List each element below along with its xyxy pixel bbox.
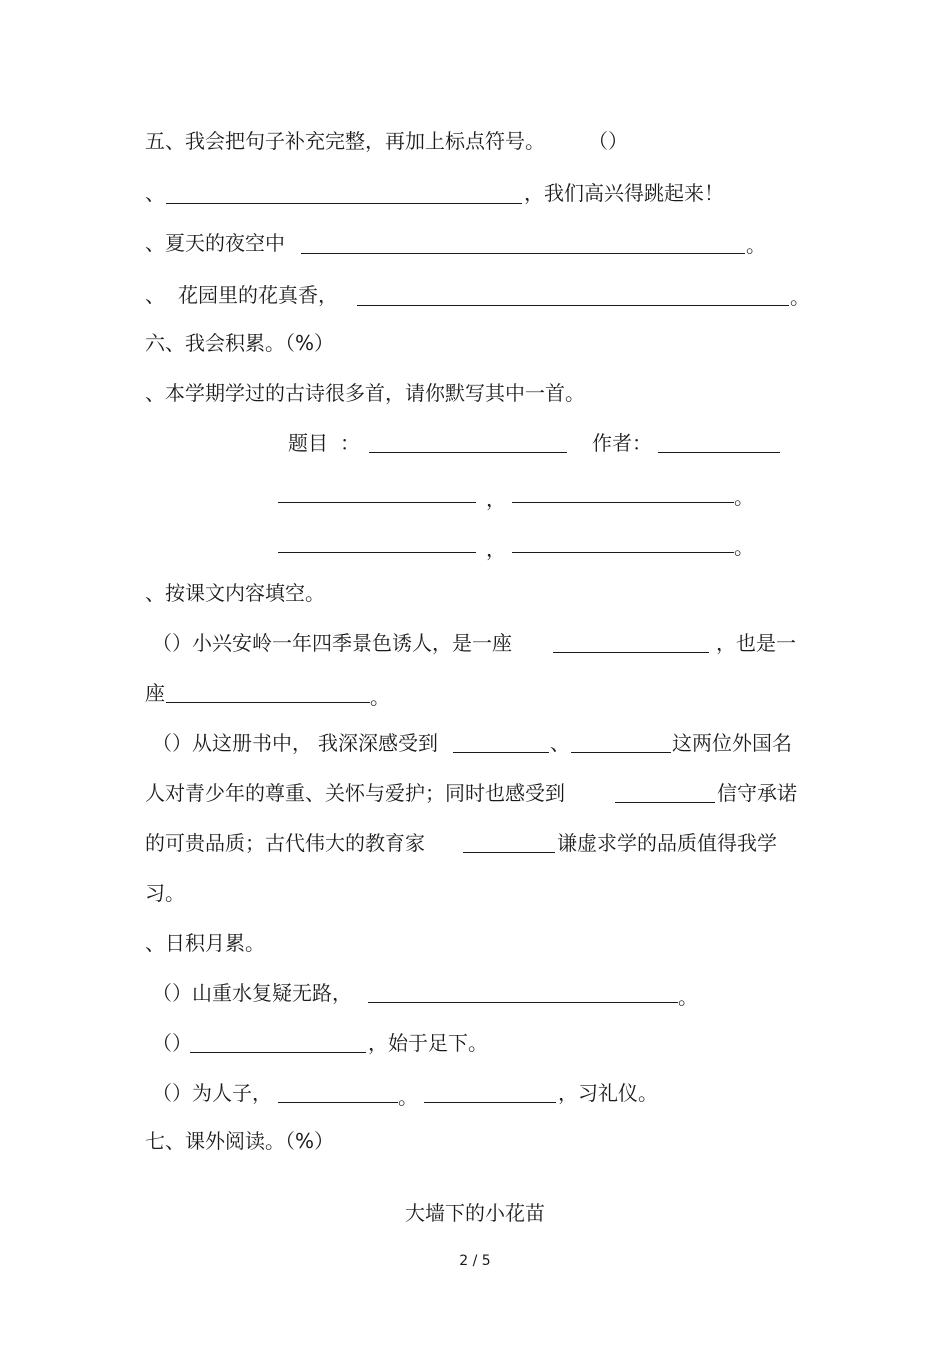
poem-line-2-period: 。: [734, 535, 754, 559]
sec6-q2-2-blank-4[interactable]: [463, 832, 555, 853]
sec5-q2-answer-blank[interactable]: [301, 233, 745, 254]
sec6-q3-2-text: （）: [152, 1031, 192, 1055]
poem-line-1-period: 。: [734, 485, 754, 509]
poem-line-1a-blank[interactable]: [278, 482, 476, 503]
sec6-q3-3-blank-1[interactable]: [278, 1082, 398, 1103]
sec5-q3-text: 花园里的花真香，: [178, 283, 338, 307]
sec6-q2-2-text-g: 的可贵品质；古代伟大的教育家: [145, 831, 425, 855]
poem-author-blank[interactable]: [658, 432, 780, 453]
sec6-q3-3-blank-2[interactable]: [424, 1082, 556, 1103]
sec6-q2-2-text-d: 这两位外国名: [672, 731, 792, 755]
sec5-question-2: 、夏天的夜空中: [145, 231, 285, 255]
page-number: 2 / 5: [459, 1253, 491, 1269]
sec6-q2-2-blank-3[interactable]: [615, 782, 715, 803]
sec6-q2-2-text-b: 我深深感受到: [318, 731, 438, 755]
section-5-score: （）: [588, 129, 628, 153]
poem-title-blank[interactable]: [369, 432, 567, 453]
poem-line-1b-blank[interactable]: [512, 482, 734, 503]
section-7-heading: 七、课外阅读。（%）: [145, 1129, 335, 1153]
poem-title-colon: ：: [340, 431, 360, 455]
sec6-q3-3-text-c: ，习礼仪。: [558, 1081, 658, 1105]
sec5-question-1: 、: [145, 181, 165, 205]
sec6-question-2: 、按课文内容填空。: [145, 581, 325, 605]
sec5-question-3: 、: [145, 283, 165, 307]
sec5-q3-suffix: 。: [790, 285, 810, 309]
sec6-q2-1-period: 。: [370, 685, 390, 709]
sec6-q2-2-text: （）从这册书中，: [152, 731, 312, 755]
poem-line-2-comma: ，: [486, 537, 506, 561]
sec6-q2-1-blank-1[interactable]: [553, 632, 709, 653]
sec6-q2-1-blank-2[interactable]: [166, 682, 370, 703]
sec6-q2-1-text-b: ，也是一: [716, 631, 796, 655]
reading-title: 大墙下的小花苗: [405, 1201, 545, 1225]
sec6-q3-3-text: （）为人子，: [152, 1081, 272, 1105]
sec6-question-3: 、日积月累。: [145, 931, 265, 955]
sec6-q2-1-text: （）小兴安岭一年四季景色诱人，是一座: [152, 631, 512, 655]
poem-title-label: 题目: [288, 431, 328, 455]
sec6-q2-1-text-c: 座: [145, 681, 165, 705]
poem-line-1-comma: ，: [486, 487, 506, 511]
section-5-heading: 五、我会把句子补充完整，再加上标点符号。: [145, 129, 545, 153]
sec6-q2-2-text-h: 谦虚求学的品质值得我学: [557, 831, 777, 855]
poem-line-2b-blank[interactable]: [512, 532, 734, 553]
sec6-q2-2-blank-2[interactable]: [571, 732, 671, 753]
sec6-q3-1-blank[interactable]: [368, 982, 678, 1003]
sec6-q3-3-period: 。: [398, 1085, 418, 1109]
sec6-q2-2-dun: 、: [550, 731, 570, 755]
sec6-q2-2-blank-1[interactable]: [453, 732, 549, 753]
sec6-question-1: 、本学期学过的古诗很多首，请你默写其中一首。: [145, 381, 585, 405]
sec5-q1-answer-blank[interactable]: [166, 183, 522, 204]
poem-author-label: 作者：: [592, 431, 652, 455]
sec6-q2-2-text-f: 信守承诺: [717, 781, 797, 805]
sec6-q3-2-blank[interactable]: [190, 1032, 366, 1053]
sec6-q2-2-text-e: 人对青少年的尊重、关怀与爱护；同时也感受到: [145, 781, 565, 805]
section-6-heading: 六、我会积累。（%）: [145, 331, 335, 355]
sec5-q2-suffix: 。: [746, 233, 766, 257]
sec6-q3-1-text: （）山重水复疑无路，: [152, 981, 352, 1005]
sec6-q3-1-period: 。: [678, 985, 698, 1009]
sec5-q3-answer-blank[interactable]: [357, 285, 789, 306]
sec5-q1-suffix: ，我们高兴得跳起来！: [524, 181, 724, 205]
sec6-q3-2-text-b: ，始于足下。: [368, 1031, 488, 1055]
sec6-q2-2-text-i: 习。: [145, 881, 185, 905]
poem-line-2a-blank[interactable]: [278, 532, 476, 553]
